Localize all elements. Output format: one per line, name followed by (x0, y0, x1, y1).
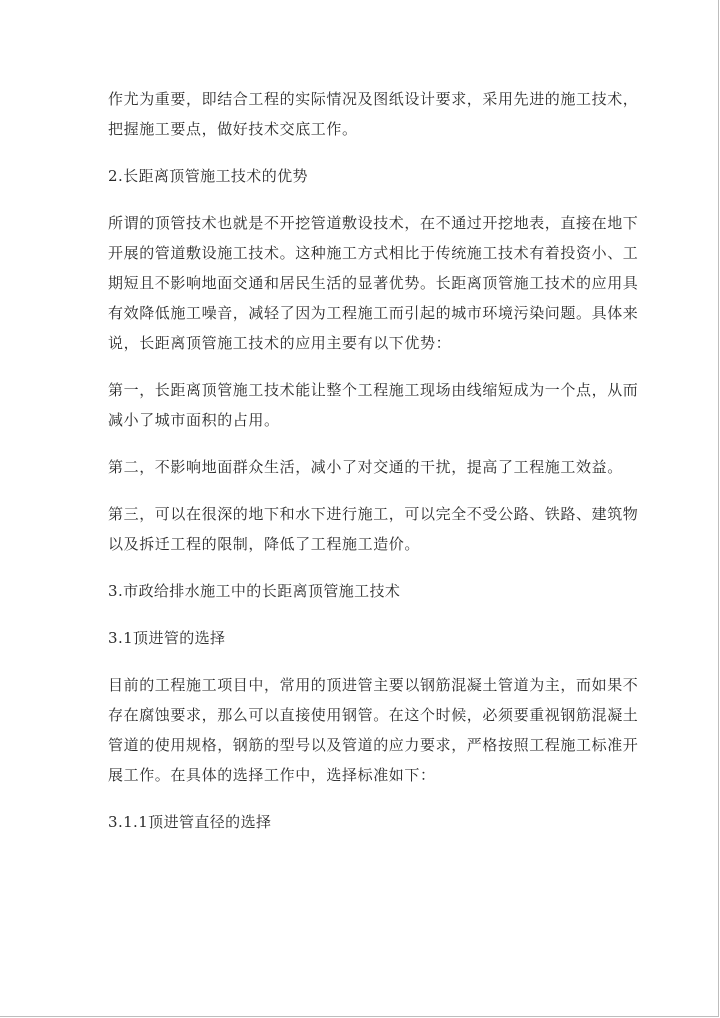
text-line: 开展的管道敷设施工技术。这种施工方式相比于传统施工技术有着投资小、工 (108, 244, 639, 262)
heading-text: 2.长距离顶管施工技术的优势 (108, 167, 308, 185)
text-line: 期短且不影响地面交通和居民生活的显著优势。长距离顶管施工技术的应用具 (108, 274, 639, 292)
text-line: 有效降低施工噪音，减轻了因为工程施工而引起的城市环境污染问题。具体来 (108, 304, 639, 322)
heading-text: 3.1顶进管的选择 (108, 629, 226, 647)
text-line: 管道的使用规格，钢筋的型号以及管道的应力要求，严格按照工程施工标准开 (108, 736, 639, 754)
subsection-heading-3-1 (108, 623, 616, 653)
section-heading-2 (108, 161, 616, 191)
text-line: 说，长距离顶管施工技术的应用主要有以下优势： (108, 334, 452, 352)
paragraph-advantage-1 (108, 375, 639, 435)
paragraph-advantage-3 (108, 499, 639, 559)
heading-text: 3.市政给排水施工中的长距离顶管施工技术 (108, 582, 401, 600)
text-line: 第二，不影响地面群众生活，减小了对交通的干扰，提高了工程施工效益。 (108, 458, 623, 476)
text-line: 第一，长距离顶管施工技术能让整个工程施工现场由线缩短成为一个点，从而 (108, 381, 639, 399)
text-line: 展工作。在具体的选择工作中，选择标准如下： (108, 766, 436, 784)
heading-text: 3.1.1顶进管直径的选择 (108, 813, 272, 831)
text-line: 减小了城市面积的占用。 (108, 411, 280, 429)
text-line: 以及拆迁工程的限制，降低了工程施工造价。 (108, 535, 421, 553)
text-line: 把握施工要点，做好技术交底工作。 (108, 120, 358, 138)
subsection-heading-3-1-1 (108, 807, 616, 837)
paragraph-pipe-selection (108, 670, 639, 790)
paragraph-advantage-2 (108, 452, 623, 482)
text-line: 所谓的顶管技术也就是不开挖管道敷设技术，在不通过开挖地表，直接在地下 (108, 214, 639, 232)
section-heading-3 (108, 576, 616, 606)
text-line: 目前的工程施工项目中，常用的顶进管主要以钢筋混凝土管道为主，而如果不 (108, 676, 639, 694)
text-line: 作尤为重要，即结合工程的实际情况及图纸设计要求，采用先进的施工技术， (108, 90, 639, 108)
paragraph-continuation (108, 84, 639, 144)
document-body (108, 84, 639, 837)
text-line: 存在腐蚀要求，那么可以直接使用钢管。在这个时候，必须要重视钢筋混凝土 (108, 706, 639, 724)
text-line: 第三，可以在很深的地下和水下进行施工，可以完全不受公路、铁路、建筑物 (108, 505, 639, 523)
paragraph-advantages-intro (108, 208, 639, 358)
